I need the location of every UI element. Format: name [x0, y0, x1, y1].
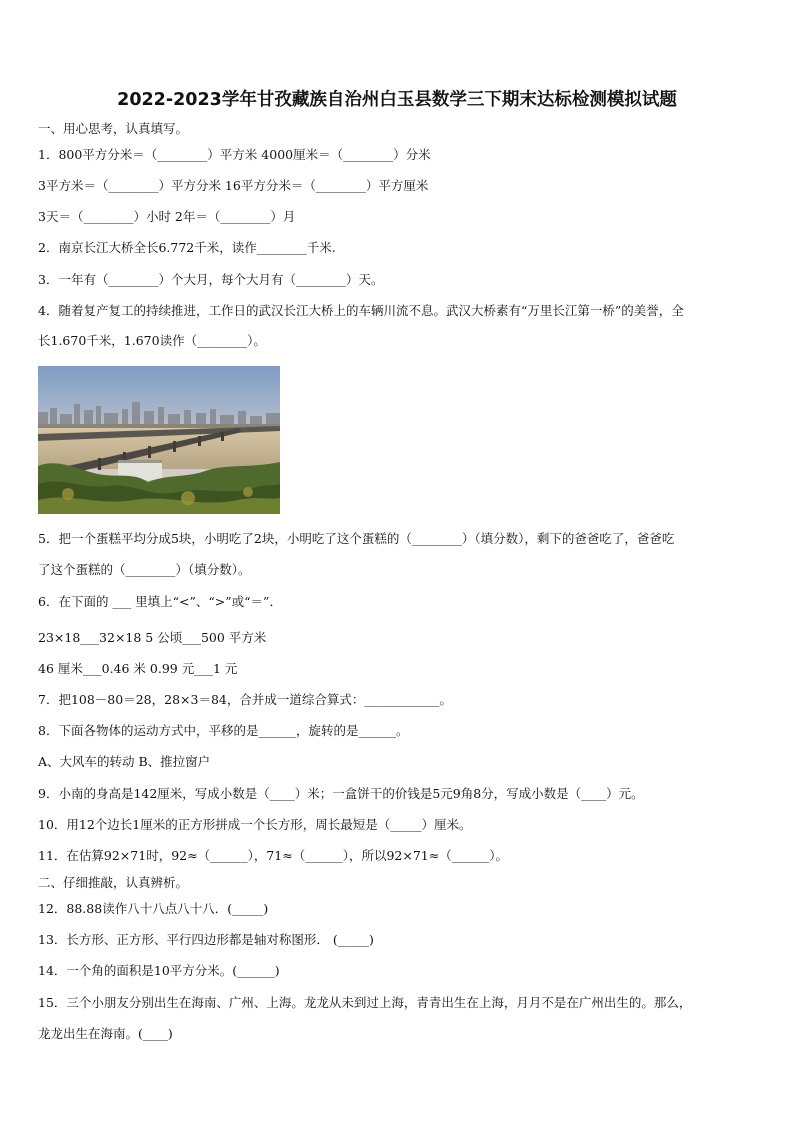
question-4-line-1: 4．随着复产复工的持续推进，工作日的武汉长江大桥上的车辆川流不息。武汉大桥素有“万里长江第一桥”的美誉，全 [38, 303, 684, 318]
question-14: 14．一个角的面积是10平方分米。(______) [38, 963, 280, 978]
section-1-heading: 一、用心思考，认真填写。 [38, 121, 189, 136]
question-8-options: A、大风车的转动 B、推拉窗户 [38, 754, 211, 769]
question-5-line-2: 了这个蛋糕的（________）（填分数）。 [38, 562, 251, 577]
question-8: 8．下面各物体的运动方式中，平移的是______，旋转的是______。 [38, 723, 409, 738]
question-3: 3．一年有（________）个大月，每个大月有（________）天。 [38, 272, 384, 287]
question-7: 7．把108－80＝28，28×3＝84，合并成一道综合算式：____________。 [38, 692, 452, 707]
page-title: 2022-2023学年甘孜藏族自治州白玉县数学三下期末达标检测模拟试题 [117, 90, 677, 110]
question-15-line-2: 龙龙出生在海南。(____) [38, 1026, 173, 1041]
question-1c: 3天＝（________）小时 2年＝（________）月 [38, 209, 296, 224]
question-11: 11．在估算92×71时，92≈（______），71≈（______），所以92×71≈（______）。 [38, 848, 508, 863]
section-2-heading: 二、仔细推敲，认真辨析。 [38, 875, 189, 890]
question-4-line-2: 长1.670千米，1.670读作（________）。 [38, 333, 266, 348]
question-6-row-1: 23×18___32×18 5 公顷___500 平方米 [38, 630, 267, 645]
question-13: 13．长方形、正方形、平行四边形都是轴对称图形． (_____) [38, 932, 374, 947]
question-15-line-1: 15．三个小朋友分别出生在海南、广州、上海。龙龙从未到过上海，青青出生在上海，月月不是在广州出生的。那么， [38, 995, 692, 1010]
question-12: 12．88.88读作八十八点八十八．(_____) [38, 901, 269, 916]
question-2: 2．南京长江大桥全长6.772千米，读作________千米. [38, 240, 336, 255]
bridge-photo [38, 366, 280, 514]
question-6-row-2: 46 厘米___0.46 米 0.99 元___1 元 [38, 661, 238, 676]
question-6: 6．在下面的 ___ 里填上“<”、“>”或“＝”． [38, 594, 282, 609]
question-1b: 3平方米＝（________）平方分米 16平方分米＝（________）平方厘米 [38, 178, 429, 193]
question-9: 9．小南的身高是142厘米，写成小数是（____）米；一盒饼干的价钱是5元9角8分，写成小数是（____）元。 [38, 786, 644, 801]
question-5-line-1: 5．把一个蛋糕平均分成5块，小明吃了2块，小明吃了这个蛋糕的（________）（填分数），剩下的爸爸吃了，爸爸吃 [38, 531, 675, 546]
question-10: 10．用12个边长1厘米的正方形拼成一个长方形，周长最短是（_____）厘米。 [38, 817, 472, 832]
question-1a: 1．800平方分米＝（________）平方米 4000厘米＝（________）分米 [38, 147, 431, 162]
